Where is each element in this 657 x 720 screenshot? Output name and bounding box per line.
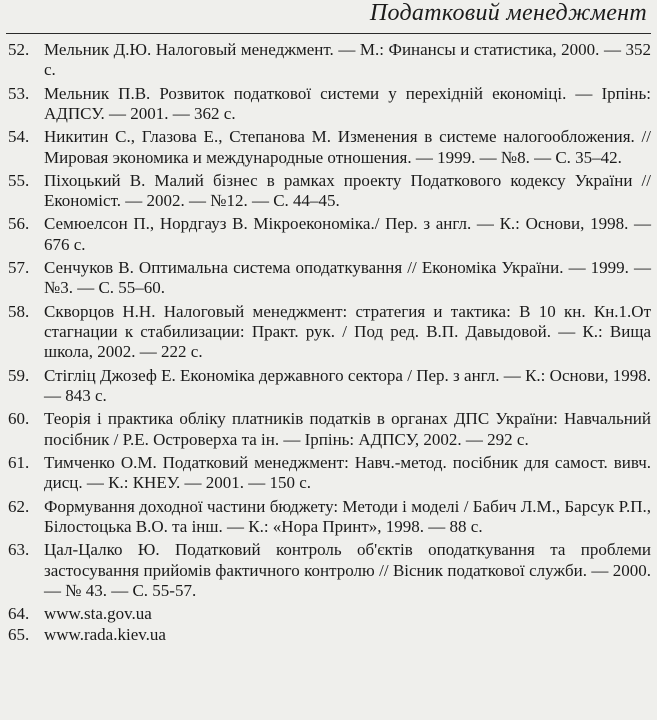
reference-item [8, 604, 651, 624]
reference-link: www.rada.kiev.ua [44, 624, 166, 644]
reference-text: Никитин С., Глазова Е., Степанова М. Изменения в системе налогообложения. // Мировая экономика и международные отношения. — 1999. — №8. — С. 35–42. [44, 127, 651, 167]
reference-text: Теорія і практика обліку платників податків в органах ДПС України: Навчальний посібник / Р.Е. Островерха та ін. — Ірпінь: АДПСУ, 2002. — 292 с. [44, 409, 651, 449]
reference-item [8, 497, 651, 538]
reference-text: Сенчуков В. Оптимальна система оподаткування // Економіка України. — 1999. — №3. — С. 55–60. [44, 258, 651, 298]
reference-number: 64. [8, 604, 30, 624]
reference-item [8, 409, 651, 450]
reference-item [8, 302, 651, 363]
header-rule [6, 33, 651, 34]
reference-item [8, 540, 651, 601]
reference-text: Семюелсон П., Нордгауз В. Мікроекономіка./ Пер. з англ. — К.: Основи, 1998. — 676 с. [44, 214, 651, 254]
reference-item [8, 625, 651, 645]
reference-item [8, 84, 651, 125]
reference-number: 65. [8, 624, 30, 644]
reference-item [8, 453, 651, 494]
reference-list [8, 40, 651, 645]
page-title: Податковий менеджмент [369, 0, 647, 26]
reference-link: www.sta.gov.ua [44, 604, 152, 624]
reference-text: Мельник П.В. Розвиток податкової системи у перехідній економіці. — Ірпінь: АДПСУ. — 2001. — 362 с. [44, 83, 651, 124]
reference-number: 63. [8, 540, 30, 560]
reference-text: Формування доходної частини бюджету: Методи і моделі / Бабич Л.М., Барсук Р.П., Білостоцька В.О. та інш. — К.: «Нора Принт», 1998. — 88 с. [44, 496, 651, 536]
reference-number: 62. [8, 496, 30, 516]
reference-number: 59. [8, 365, 30, 385]
reference-text: Цал-Цалко Ю. Податковий контроль об'єктів оподаткування та проблеми застосування прийомів фактичного контролю // Вісник податкової служби. — 2000. — № 43. — С. 55-57. [44, 540, 651, 600]
reference-item [8, 214, 651, 255]
reference-item [8, 366, 651, 407]
reference-item [8, 127, 651, 168]
reference-number: 61. [8, 452, 30, 472]
reference-number: 58. [8, 301, 30, 321]
reference-number: 60. [8, 409, 30, 429]
reference-number: 54. [8, 127, 30, 147]
reference-text: Скворцов Н.Н. Налоговый менеджмент: стратегия и тактика: В 10 кн. Кн.1.От стагнации к стабилизации: Практ. рук. / Под ред. В.П. Давыдовой. — К.: Вища школа, 2002. — 222 с. [44, 301, 651, 362]
reference-text: Стігліц Джозеф Е. Економіка державного сектора / Пер. з англ. — К.: Основи, 1998. — 843 с. [44, 365, 651, 406]
reference-number: 57. [8, 258, 30, 278]
reference-text: Тимченко О.М. Податковий менеджмент: Навч.-метод. посібник для самост. вивч. дисц. — К.: КНЕУ. — 2001. — 150 с. [44, 452, 651, 493]
reference-text: Мельник Д.Ю. Налоговый менеджмент. — М.: Финансы и статистика, 2000. — 352 с. [44, 40, 651, 80]
reference-number: 52. [8, 40, 30, 59]
reference-text: Піхоцький В. Малий бізнес в рамках проекту Податкового кодексу України // Економіст. — 2002. — №12. — С. 44–45. [44, 170, 651, 211]
reference-number: 55. [8, 170, 30, 190]
reference-item [8, 40, 651, 81]
reference-number: 53. [8, 83, 30, 103]
reference-item [8, 171, 651, 212]
reference-item [8, 258, 651, 299]
reference-number: 56. [8, 214, 30, 234]
